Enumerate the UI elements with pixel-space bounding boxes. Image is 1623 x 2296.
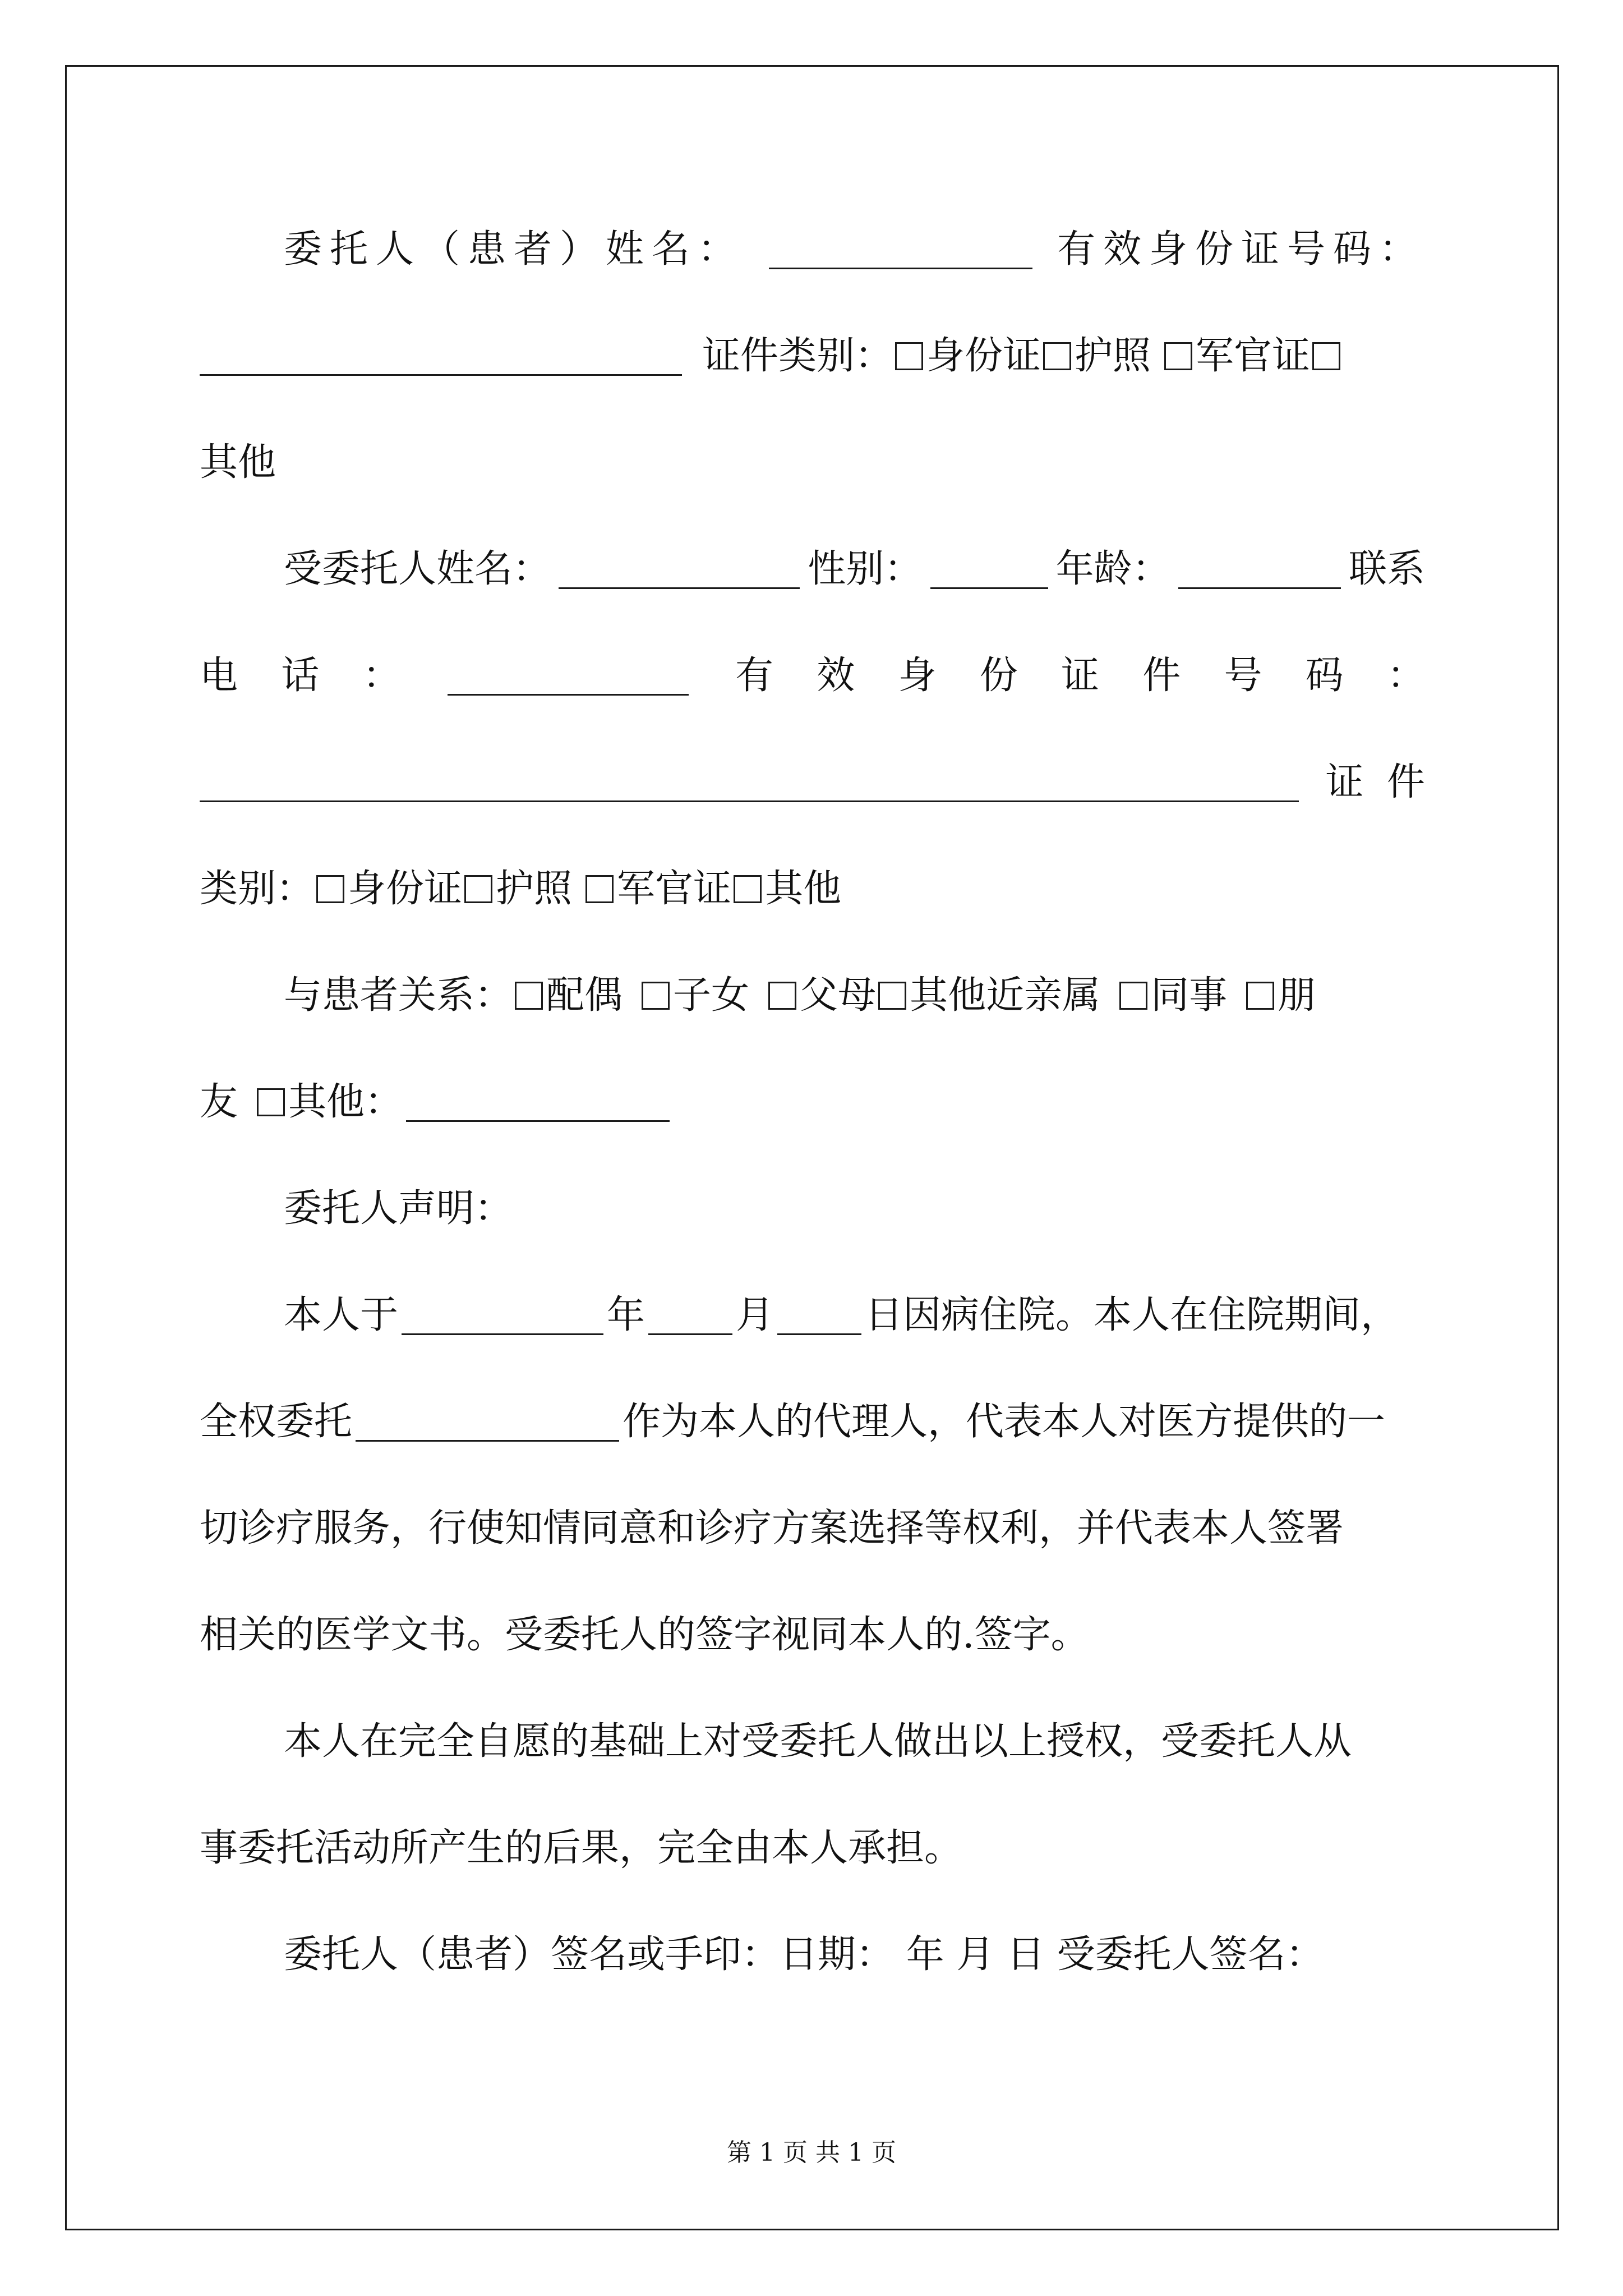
- checkbox-agent-military-id[interactable]: [585, 875, 614, 903]
- checkbox-principal-passport[interactable]: [1043, 342, 1071, 370]
- phone-char: ：: [362, 654, 401, 698]
- agent-name-field[interactable]: [559, 550, 800, 589]
- option-label: 其他近亲属: [910, 973, 1101, 1018]
- paragraph-text: 切诊疗服务，行使知情同意和诊疗方案选择等权利，并代表本人签署: [200, 1506, 1344, 1550]
- declaration-heading-text: 委托人声明：: [284, 1186, 513, 1231]
- relation-line-1: [200, 965, 1425, 1027]
- checkbox-agent-passport[interactable]: [464, 875, 492, 903]
- signature-line: [200, 1924, 1425, 1986]
- phone-char: 电: [200, 654, 238, 698]
- checkbox-principal-id-card[interactable]: [895, 342, 923, 370]
- option-label: 朋: [1278, 973, 1316, 1018]
- paragraph-text: 月: [736, 1293, 774, 1337]
- agent-gender-field[interactable]: [930, 550, 1048, 589]
- option-label: 子女: [673, 973, 750, 1018]
- declaration-heading: [200, 1178, 1425, 1240]
- checkbox-agent-other[interactable]: [734, 875, 762, 903]
- paragraph-text: 作为本人的代理人，代表本人对医方提供的一: [623, 1400, 1386, 1444]
- agent-name-label: 受委托人姓名：: [284, 547, 551, 591]
- principal-doc-type-label: 证件类别：: [702, 334, 893, 378]
- agent-phone-label-start: 联系: [1348, 547, 1425, 591]
- id-char: 效: [817, 654, 855, 698]
- option-label: 配偶: [546, 973, 623, 1018]
- admission-day-field[interactable]: [777, 1296, 861, 1335]
- checkbox-relation-other-relatives[interactable]: [878, 982, 906, 1010]
- option-label: 同事: [1151, 973, 1228, 1018]
- option-label: 军官证: [1196, 334, 1311, 378]
- id-char: ：: [1386, 654, 1425, 698]
- checkbox-relation-children[interactable]: [642, 982, 670, 1010]
- signature-line-text: 委托人（患者）签名或手印：日期： 年 月 日 受委托人签名：: [284, 1932, 1324, 1977]
- relation-label: 与患者关系：: [284, 973, 513, 1018]
- page-number: 第 1 页 共 1 页: [727, 2138, 896, 2167]
- option-label: 护照: [1075, 334, 1151, 378]
- declaration-p1-line-1: [200, 1285, 1425, 1346]
- doc-char: 证: [1325, 760, 1364, 804]
- principal-id-field[interactable]: [200, 337, 682, 376]
- option-label: 父母: [800, 973, 877, 1018]
- principal-line-2: [200, 325, 1425, 387]
- agent-id-field[interactable]: [200, 763, 1299, 802]
- option-label: 友: [200, 1080, 238, 1124]
- page-footer: [0, 2136, 1623, 2170]
- option-label: 其他: [765, 867, 842, 911]
- paragraph-text: 本人在完全自愿的基础上对受委托人做出以上授权，受委托人从: [284, 1719, 1352, 1764]
- id-char: 证: [1061, 654, 1099, 698]
- declaration-p1-line-3: [200, 1498, 1425, 1559]
- agent-line-1: [200, 539, 1425, 600]
- checkbox-principal-military-id[interactable]: [1164, 342, 1192, 370]
- principal-name-label: 委托人（患者）姓名：: [284, 227, 744, 272]
- checkbox-relation-other[interactable]: [257, 1088, 285, 1116]
- agent-designation-field[interactable]: [356, 1403, 619, 1442]
- checkbox-principal-other[interactable]: [1312, 342, 1340, 370]
- admission-month-field[interactable]: [648, 1296, 732, 1335]
- agent-age-field[interactable]: [1178, 550, 1341, 589]
- declaration-p2-line-1: [200, 1711, 1425, 1773]
- id-char: 码: [1305, 654, 1344, 698]
- declaration-p1-line-2: [200, 1391, 1425, 1453]
- page-border: [65, 65, 1559, 2230]
- id-char: 件: [1142, 654, 1181, 698]
- agent-gender-label: 性别：: [808, 547, 923, 591]
- admission-year-field[interactable]: [402, 1296, 603, 1335]
- paragraph-text: 全权委托: [200, 1400, 353, 1444]
- phone-char: 话: [281, 654, 320, 698]
- id-char: 号: [1224, 654, 1262, 698]
- option-label: 护照: [496, 867, 573, 911]
- checkbox-relation-colleague[interactable]: [1119, 982, 1147, 1010]
- declaration-p1-line-4: [200, 1604, 1425, 1666]
- paragraph-text: 年: [607, 1293, 645, 1337]
- agent-line-2: [200, 645, 1425, 707]
- id-char: 份: [979, 654, 1018, 698]
- checkbox-relation-parents[interactable]: [768, 982, 796, 1010]
- agent-line-4: [200, 858, 1425, 920]
- agent-phone-field[interactable]: [448, 657, 689, 696]
- option-label: 其他: [200, 440, 276, 485]
- principal-line-3: [200, 432, 1425, 494]
- option-label: 身份证: [348, 867, 463, 911]
- id-char: 有: [735, 654, 773, 698]
- doc-char: 件: [1386, 760, 1425, 804]
- checkbox-relation-spouse[interactable]: [515, 982, 543, 1010]
- principal-name-field[interactable]: [769, 231, 1032, 269]
- checkbox-relation-friend[interactable]: [1246, 982, 1274, 1010]
- paragraph-text: 事委托活动所产生的后果，完全由本人承担。: [200, 1826, 963, 1870]
- principal-line-1: [200, 219, 1425, 280]
- relation-line-2: [200, 1071, 1425, 1133]
- relation-other-field[interactable]: [406, 1083, 670, 1122]
- paragraph-text: 本人于: [284, 1293, 399, 1337]
- relation-other-label: 其他：: [288, 1080, 403, 1124]
- option-label: 军官证: [617, 867, 732, 911]
- option-label: 身份证: [926, 334, 1041, 378]
- agent-line-3: [200, 752, 1425, 813]
- declaration-p2-line-2: [200, 1818, 1425, 1879]
- id-char: 身: [898, 654, 937, 698]
- paragraph-text: 日因病住院。本人在住院期间，: [865, 1293, 1399, 1337]
- agent-doc-type-label: 类别：: [200, 867, 315, 911]
- agent-age-label: 年龄：: [1055, 547, 1170, 591]
- principal-id-label: 有效身份证号码：: [1057, 227, 1425, 272]
- checkbox-agent-id-card[interactable]: [316, 875, 344, 903]
- paragraph-text: 相关的医学文书。受委托人的签字视同本人的.签字。: [200, 1613, 1089, 1657]
